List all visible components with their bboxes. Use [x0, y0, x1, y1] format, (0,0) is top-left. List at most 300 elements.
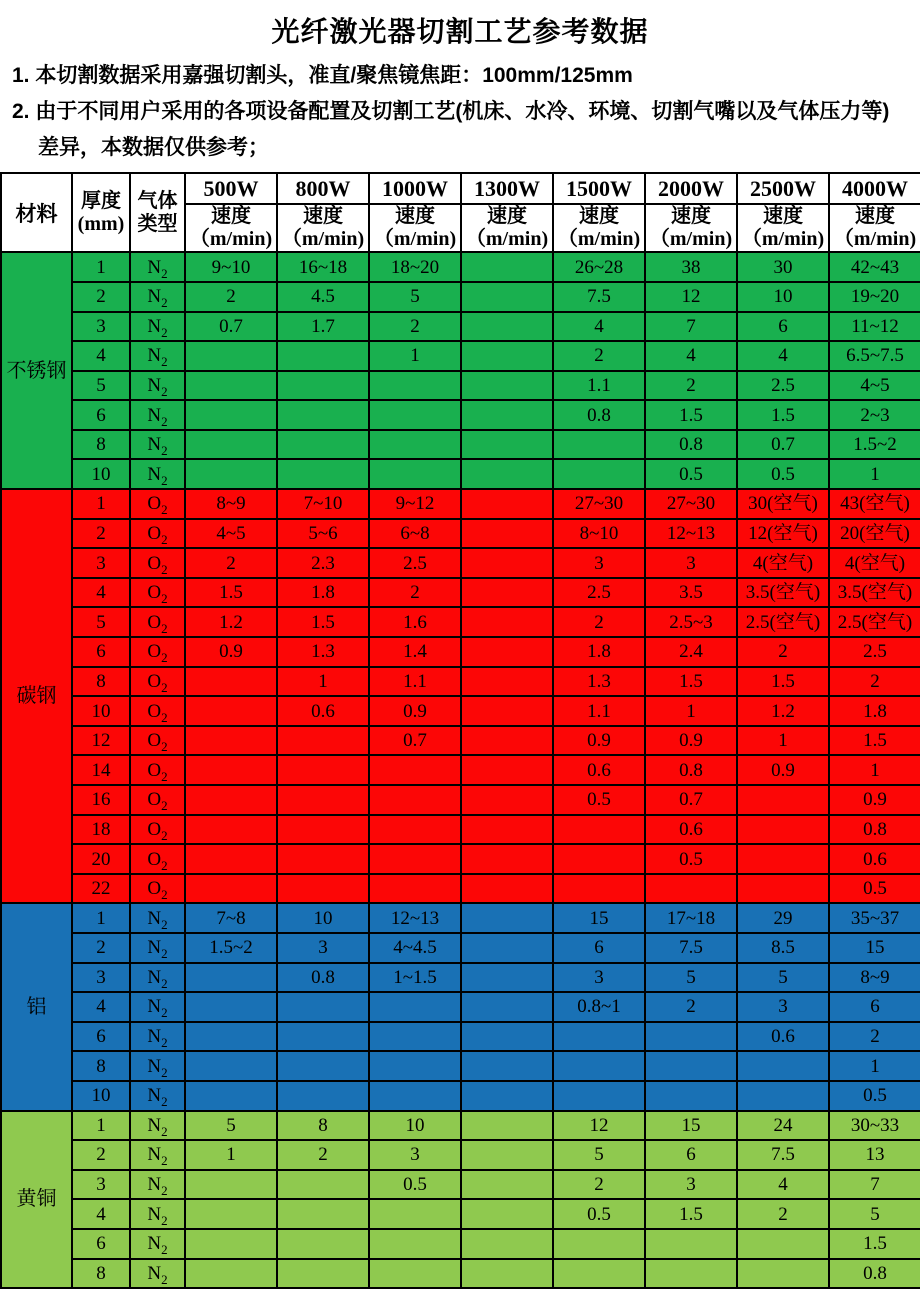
gas-cell: $N_2$: [130, 1022, 185, 1052]
speed-cell: 18~20: [369, 252, 461, 282]
speed-cell: 12: [645, 282, 737, 312]
page-title: 光纤激光器切割工艺参考数据: [271, 16, 649, 47]
speed-cell: 3: [645, 548, 737, 578]
note-1-text: 本切割数据采用嘉强切割头，准直/聚焦镜焦距：100mm/125mm: [35, 64, 633, 87]
speed-cell: [461, 400, 553, 430]
speed-cell: 0.7: [369, 726, 461, 756]
speed-cell: 17~18: [645, 903, 737, 933]
speed-cell: [185, 667, 277, 697]
table-row: [1, 489, 920, 519]
speed-cell: [277, 815, 369, 845]
table-row: [1, 1022, 920, 1052]
speed-cell: 1.7: [277, 312, 369, 342]
speed-cell: 6: [645, 1140, 737, 1170]
speed-cell: 38: [645, 252, 737, 282]
speed-cell: 3.5(空气): [829, 578, 920, 608]
speed-cell: [737, 1051, 829, 1081]
speed-cell: [461, 992, 553, 1022]
speed-cell: 15: [553, 903, 645, 933]
speed-cell: [737, 1259, 829, 1289]
speed-cell: [369, 459, 461, 489]
speed-cell: 1.5~2: [185, 933, 277, 963]
speed-cell: [277, 1229, 369, 1259]
speed-cell: 1.2: [737, 696, 829, 726]
table-row: [1, 548, 920, 578]
speed-cell: 1~1.5: [369, 963, 461, 993]
table-row: [1, 1081, 920, 1111]
gas-cell: $N_2$: [130, 430, 185, 460]
speed-cell: [461, 844, 553, 874]
speed-cell: [553, 1022, 645, 1052]
note-1: [12, 58, 910, 94]
material-cell: 黄铜: [1, 1111, 72, 1289]
speed-cell: [645, 1229, 737, 1259]
speed-cell: 0.5: [737, 459, 829, 489]
note-2: [12, 94, 910, 166]
speed-cell: [645, 1051, 737, 1081]
speed-cell: 0.8: [645, 430, 737, 460]
gas-cell: $O_2$: [130, 844, 185, 874]
speed-cell: 2: [369, 312, 461, 342]
speed-cell: 3: [369, 1140, 461, 1170]
speed-cell: [185, 430, 277, 460]
speed-unit: （m/min): [649, 228, 733, 251]
speed-cell: 30~33: [829, 1111, 920, 1141]
thickness-cell: 10: [72, 1081, 130, 1111]
thickness-cell: 12: [72, 726, 130, 756]
speed-cell: 6: [829, 992, 920, 1022]
speed-cell: 10: [277, 903, 369, 933]
speed-cell: 1: [829, 1051, 920, 1081]
speed-cell: [185, 1229, 277, 1259]
speed-cell: 9~12: [369, 489, 461, 519]
speed-cell: [369, 785, 461, 815]
cutting-data-table: [0, 172, 920, 1289]
speed-cell: 5: [185, 1111, 277, 1141]
speed-cell: 12~13: [645, 519, 737, 549]
gas-cell: $N_2$: [130, 341, 185, 371]
header-thickness-line2: (mm): [77, 212, 125, 235]
speed-unit: （m/min): [833, 228, 917, 251]
speed-cell: 4: [645, 341, 737, 371]
thickness-cell: 4: [72, 1199, 130, 1229]
gas-cell: $N_2$: [130, 992, 185, 1022]
header-speed-2500w: [737, 204, 829, 252]
speed-cell: 7: [829, 1170, 920, 1200]
speed-cell: 2: [829, 667, 920, 697]
speed-cell: 0.5: [369, 1170, 461, 1200]
speed-cell: [461, 637, 553, 667]
speed-cell: [553, 1259, 645, 1289]
thickness-cell: 2: [72, 1140, 130, 1170]
speed-cell: [277, 844, 369, 874]
header-gas-line1: 气体: [137, 189, 178, 212]
speed-cell: 16~18: [277, 252, 369, 282]
gas-cell: $O_2$: [130, 578, 185, 608]
speed-cell: 0.9: [553, 726, 645, 756]
gas-cell: $N_2$: [130, 903, 185, 933]
table-row: [1, 933, 920, 963]
speed-cell: [369, 371, 461, 401]
speed-cell: 2.5(空气): [737, 607, 829, 637]
speed-cell: [461, 933, 553, 963]
speed-cell: 0.8: [553, 400, 645, 430]
speed-cell: [461, 903, 553, 933]
thickness-cell: 2: [72, 933, 130, 963]
speed-cell: 7: [645, 312, 737, 342]
speed-cell: [277, 371, 369, 401]
table-row: [1, 371, 920, 401]
speed-cell: 10: [737, 282, 829, 312]
speed-cell: 1.1: [553, 696, 645, 726]
header-power-2000w: 2000W: [645, 173, 737, 204]
thickness-cell: 8: [72, 1259, 130, 1289]
speed-cell: 0.9: [829, 785, 920, 815]
speed-cell: 0.6: [277, 696, 369, 726]
speed-cell: 0.7: [645, 785, 737, 815]
speed-cell: 12(空气): [737, 519, 829, 549]
speed-cell: 2.5: [369, 548, 461, 578]
speed-cell: 10: [369, 1111, 461, 1141]
header-speed-800w: [277, 204, 369, 252]
speed-cell: 0.7: [185, 312, 277, 342]
speed-cell: 0.8: [645, 755, 737, 785]
thickness-cell: 16: [72, 785, 130, 815]
thickness-cell: 4: [72, 578, 130, 608]
speed-cell: 2: [185, 282, 277, 312]
gas-cell: $N_2$: [130, 1111, 185, 1141]
speed-cell: [185, 1051, 277, 1081]
speed-unit: （m/min): [741, 228, 825, 251]
thickness-cell: 22: [72, 874, 130, 904]
thickness-cell: 20: [72, 844, 130, 874]
thickness-cell: 1: [72, 252, 130, 282]
thickness-cell: 2: [72, 519, 130, 549]
speed-cell: 2: [737, 1199, 829, 1229]
speed-cell: [461, 548, 553, 578]
speed-cell: 7.5: [553, 282, 645, 312]
notes: [0, 56, 920, 166]
speed-cell: [461, 1022, 553, 1052]
thickness-cell: 8: [72, 1051, 130, 1081]
note-1-num: 1.: [12, 64, 30, 87]
gas-cell: $O_2$: [130, 726, 185, 756]
note-2-num: 2.: [12, 100, 30, 124]
thickness-cell: 1: [72, 489, 130, 519]
speed-cell: 24: [737, 1111, 829, 1141]
speed-cell: 0.6: [737, 1022, 829, 1052]
material-cell: 碳钢: [1, 489, 72, 903]
speed-cell: [277, 1199, 369, 1229]
speed-cell: 2.5~3: [645, 607, 737, 637]
speed-cell: 0.8: [829, 815, 920, 845]
speed-cell: [185, 371, 277, 401]
speed-cell: 3: [737, 992, 829, 1022]
speed-cell: 15: [829, 933, 920, 963]
speed-cell: 26~28: [553, 252, 645, 282]
speed-cell: [369, 755, 461, 785]
speed-cell: 1: [185, 1140, 277, 1170]
speed-cell: [461, 341, 553, 371]
speed-cell: [461, 578, 553, 608]
gas-cell: $N_2$: [130, 400, 185, 430]
gas-cell: $N_2$: [130, 312, 185, 342]
speed-cell: 3: [277, 933, 369, 963]
speed-cell: [277, 1170, 369, 1200]
speed-cell: [461, 1199, 553, 1229]
table-row: [1, 726, 920, 756]
speed-cell: [277, 755, 369, 785]
table-row: [1, 607, 920, 637]
speed-cell: [461, 312, 553, 342]
gas-cell: $N_2$: [130, 1140, 185, 1170]
speed-cell: 1.2: [185, 607, 277, 637]
speed-cell: 1: [829, 755, 920, 785]
gas-cell: $O_2$: [130, 637, 185, 667]
speed-cell: 1: [277, 667, 369, 697]
speed-cell: [461, 696, 553, 726]
speed-cell: [461, 1140, 553, 1170]
gas-cell: $O_2$: [130, 489, 185, 519]
table-row: [1, 844, 920, 874]
speed-cell: 7~8: [185, 903, 277, 933]
speed-cell: [185, 874, 277, 904]
speed-cell: 5: [737, 963, 829, 993]
speed-cell: 1.8: [829, 696, 920, 726]
speed-cell: 35~37: [829, 903, 920, 933]
speed-cell: 0.6: [645, 815, 737, 845]
speed-cell: [185, 815, 277, 845]
speed-cell: [553, 1081, 645, 1111]
speed-cell: 1.8: [553, 637, 645, 667]
note-2-text: 由于不同用户采用的各项设备配置及切割工艺(机床、水冷、环境、切割气嘴以及气体压力等)差异，本数据仅供参考；: [35, 100, 890, 160]
speed-cell: 1: [645, 696, 737, 726]
table-row: [1, 430, 920, 460]
speed-cell: [461, 489, 553, 519]
speed-unit: （m/min): [465, 228, 549, 251]
speed-cell: [277, 1259, 369, 1289]
speed-cell: 1.5: [277, 607, 369, 637]
speed-cell: [369, 1259, 461, 1289]
speed-cell: [461, 519, 553, 549]
speed-cell: [461, 252, 553, 282]
speed-cell: 2: [553, 1170, 645, 1200]
speed-cell: [369, 1199, 461, 1229]
speed-cell: [369, 1229, 461, 1259]
speed-cell: [369, 874, 461, 904]
speed-cell: 1.5: [645, 400, 737, 430]
speed-cell: 4: [553, 312, 645, 342]
gas-cell: $N_2$: [130, 252, 185, 282]
gas-cell: $O_2$: [130, 755, 185, 785]
speed-cell: [553, 844, 645, 874]
speed-cell: [185, 1170, 277, 1200]
speed-cell: 0.6: [829, 844, 920, 874]
speed-cell: 1.5~2: [829, 430, 920, 460]
speed-cell: [185, 992, 277, 1022]
speed-cell: [277, 1022, 369, 1052]
gas-cell: $N_2$: [130, 282, 185, 312]
speed-cell: 0.9: [185, 637, 277, 667]
speed-cell: [461, 459, 553, 489]
table-row: [1, 667, 920, 697]
speed-cell: [461, 1081, 553, 1111]
speed-cell: 3: [645, 1170, 737, 1200]
speed-label: 速度: [303, 205, 343, 228]
speed-cell: [277, 341, 369, 371]
speed-cell: [277, 726, 369, 756]
speed-cell: [277, 1051, 369, 1081]
speed-cell: [461, 1170, 553, 1200]
speed-cell: 0.9: [645, 726, 737, 756]
header-thickness: [72, 173, 130, 252]
header-material: 材料: [1, 173, 72, 252]
speed-cell: [737, 785, 829, 815]
speed-cell: [369, 400, 461, 430]
gas-cell: $N_2$: [130, 1051, 185, 1081]
speed-cell: [645, 1081, 737, 1111]
gas-cell: $N_2$: [130, 1259, 185, 1289]
gas-cell: $O_2$: [130, 607, 185, 637]
speed-cell: [185, 844, 277, 874]
gas-cell: $N_2$: [130, 459, 185, 489]
speed-cell: 1.4: [369, 637, 461, 667]
speed-cell: 13: [829, 1140, 920, 1170]
speed-cell: 4: [737, 1170, 829, 1200]
speed-cell: [737, 874, 829, 904]
speed-cell: 7~10: [277, 489, 369, 519]
gas-cell: $O_2$: [130, 696, 185, 726]
speed-cell: 5: [645, 963, 737, 993]
thickness-cell: 5: [72, 371, 130, 401]
speed-cell: [277, 992, 369, 1022]
thickness-cell: 6: [72, 1022, 130, 1052]
header-power-2500w: 2500W: [737, 173, 829, 204]
speed-cell: [553, 815, 645, 845]
speed-cell: [185, 1199, 277, 1229]
speed-cell: 2: [369, 578, 461, 608]
header-speed-1300w: [461, 204, 553, 252]
speed-cell: [645, 1022, 737, 1052]
speed-cell: [369, 992, 461, 1022]
gas-cell: $O_2$: [130, 548, 185, 578]
speed-cell: 1.5: [645, 667, 737, 697]
speed-cell: 20(空气): [829, 519, 920, 549]
speed-cell: [553, 430, 645, 460]
speed-cell: [369, 1051, 461, 1081]
gas-cell: $N_2$: [130, 1229, 185, 1259]
speed-cell: 1.1: [553, 371, 645, 401]
speed-cell: [185, 341, 277, 371]
thickness-cell: 6: [72, 637, 130, 667]
speed-cell: 4.5: [277, 282, 369, 312]
speed-cell: [737, 815, 829, 845]
speed-cell: [185, 696, 277, 726]
speed-cell: 1: [829, 459, 920, 489]
thickness-cell: 1: [72, 903, 130, 933]
table-row: [1, 815, 920, 845]
speed-cell: 7.5: [645, 933, 737, 963]
thickness-cell: 18: [72, 815, 130, 845]
header-speed-4000w: [829, 204, 920, 252]
speed-cell: 2.5: [553, 578, 645, 608]
gas-cell: $O_2$: [130, 815, 185, 845]
speed-cell: 27~30: [553, 489, 645, 519]
speed-cell: 3: [553, 548, 645, 578]
speed-cell: [461, 963, 553, 993]
table-row: [1, 903, 920, 933]
table-row: [1, 1051, 920, 1081]
speed-cell: [461, 282, 553, 312]
speed-cell: 0.6: [553, 755, 645, 785]
thickness-cell: 2: [72, 282, 130, 312]
speed-cell: [645, 1259, 737, 1289]
thickness-cell: 8: [72, 667, 130, 697]
speed-cell: 1.5: [645, 1199, 737, 1229]
speed-cell: 8~9: [829, 963, 920, 993]
speed-cell: 8~9: [185, 489, 277, 519]
speed-cell: 0.5: [645, 844, 737, 874]
speed-cell: 0.8~1: [553, 992, 645, 1022]
gas-cell: $N_2$: [130, 963, 185, 993]
speed-cell: [369, 1022, 461, 1052]
speed-cell: 0.5: [553, 785, 645, 815]
speed-cell: 1: [369, 341, 461, 371]
table-row: [1, 637, 920, 667]
speed-cell: [461, 607, 553, 637]
speed-cell: 19~20: [829, 282, 920, 312]
speed-cell: 2: [829, 1022, 920, 1052]
speed-cell: [461, 430, 553, 460]
gas-cell: $O_2$: [130, 519, 185, 549]
speed-cell: 4(空气): [829, 548, 920, 578]
gas-cell: $N_2$: [130, 1170, 185, 1200]
gas-cell: $O_2$: [130, 667, 185, 697]
thickness-cell: 3: [72, 963, 130, 993]
speed-cell: 8: [277, 1111, 369, 1141]
table-row: [1, 341, 920, 371]
speed-cell: [737, 844, 829, 874]
thickness-cell: 14: [72, 755, 130, 785]
table-row: [1, 400, 920, 430]
thickness-cell: 3: [72, 312, 130, 342]
speed-cell: 3.5: [645, 578, 737, 608]
speed-cell: 0.7: [737, 430, 829, 460]
thickness-cell: 6: [72, 1229, 130, 1259]
speed-unit: （m/min): [281, 228, 365, 251]
speed-cell: 27~30: [645, 489, 737, 519]
header-power-800w: 800W: [277, 173, 369, 204]
speed-cell: [185, 1259, 277, 1289]
speed-cell: 12~13: [369, 903, 461, 933]
speed-cell: 5~6: [277, 519, 369, 549]
speed-cell: [277, 400, 369, 430]
speed-label: 速度: [855, 205, 895, 228]
speed-cell: 2.3: [277, 548, 369, 578]
speed-cell: [461, 785, 553, 815]
speed-cell: [461, 726, 553, 756]
speed-cell: [185, 459, 277, 489]
header-gas: [130, 173, 185, 252]
speed-cell: 0.8: [277, 963, 369, 993]
speed-cell: 2: [645, 371, 737, 401]
speed-cell: 11~12: [829, 312, 920, 342]
table-row: [1, 874, 920, 904]
thickness-cell: 4: [72, 341, 130, 371]
speed-cell: [369, 815, 461, 845]
table-row: [1, 519, 920, 549]
speed-cell: 2: [553, 341, 645, 371]
